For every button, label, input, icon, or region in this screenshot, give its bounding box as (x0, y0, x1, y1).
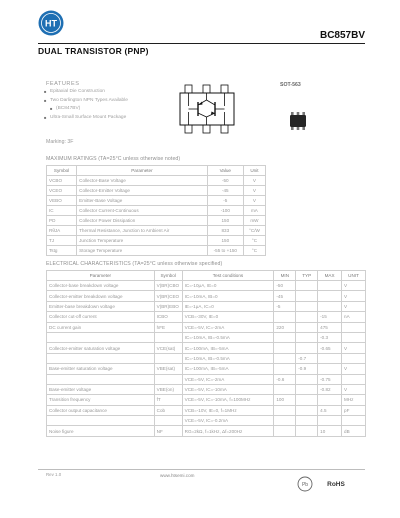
table-cell: mW (243, 216, 265, 226)
svg-text:Pb: Pb (301, 482, 309, 488)
table-cell (342, 416, 366, 426)
table-cell (274, 416, 296, 426)
header-rule (38, 43, 365, 44)
table-cell (296, 312, 318, 322)
table-cell (296, 343, 318, 353)
table-cell (296, 322, 318, 332)
electrical-title: ELECTRICAL CHARACTERISTICS (TA=25°C unless otherwise specified) (46, 261, 223, 267)
electrical-row (47, 364, 366, 374)
table-cell: 150 (207, 216, 243, 226)
table-cell: Collector cut-off current (47, 312, 155, 322)
table-cell (274, 405, 296, 415)
electrical-row (47, 281, 366, 291)
table-cell: 100 (274, 395, 296, 405)
table-cell (318, 364, 342, 374)
table-cell: Junction Temperature (77, 236, 208, 246)
column-header: Parameter (77, 166, 208, 176)
table-cell (342, 353, 366, 363)
table-cell: -0.65 (318, 343, 342, 353)
package-label: SOT-563 (280, 82, 301, 88)
table-cell: MHz (342, 395, 366, 405)
ratings-row (47, 186, 266, 196)
table-cell: Collector-Emitter Voltage (77, 186, 208, 196)
table-cell (274, 364, 296, 374)
column-header: UNIT (342, 271, 366, 281)
max-ratings-title: MAXIMUM RATINGS (TA=25°C unless otherwise noted) (46, 156, 181, 162)
table-cell: -15 (318, 312, 342, 322)
company-logo (38, 10, 64, 36)
table-cell: VCBO (47, 176, 77, 186)
table-cell (296, 405, 318, 415)
table-cell: mA (243, 206, 265, 216)
table-cell: -5 (207, 196, 243, 206)
table-cell: Collector output capacitance (47, 405, 155, 415)
table-cell (318, 395, 342, 405)
table-cell: Collector-Base Voltage (77, 176, 208, 186)
table-cell: -0.82 (318, 384, 342, 394)
table-cell (274, 426, 296, 436)
ratings-row (47, 196, 266, 206)
table-cell: Collector-base breakdown voltage (47, 281, 155, 291)
table-cell: Emitter-base breakdown voltage (47, 301, 155, 311)
electrical-row (47, 301, 366, 311)
table-cell: nA (342, 312, 366, 322)
table-cell: VBE(on) (154, 384, 182, 394)
logo-text: HT (45, 18, 57, 29)
table-cell (296, 395, 318, 405)
column-header: Unit (243, 166, 265, 176)
electrical-row (47, 343, 366, 353)
column-header: Symbol (154, 271, 182, 281)
table-cell (318, 281, 342, 291)
electrical-row (47, 416, 366, 426)
table-cell (318, 301, 342, 311)
table-cell: -55 to +150 (207, 246, 243, 256)
table-header-row (47, 166, 266, 176)
table-cell (154, 353, 182, 363)
table-cell: Thermal Resistance, Junction to Ambient Air (77, 226, 208, 236)
table-cell: -50 (207, 176, 243, 186)
table-cell: V(BR)EBO (154, 301, 182, 311)
feature-item: ■ Two Darlington NPN Types Available (50, 98, 128, 103)
ratings-row (47, 176, 266, 186)
table-cell: 4.5 (318, 405, 342, 415)
column-header: Symbol (47, 166, 77, 176)
feature-item: ■ Epitaxial Die Construction (50, 89, 105, 94)
table-cell (296, 384, 318, 394)
table-cell: V (342, 281, 366, 291)
column-header: TYP (296, 271, 318, 281)
feature-item: ■ Ultra-Small Surface Mount Package (50, 115, 126, 120)
table-cell: IC (47, 206, 77, 216)
table-cell (342, 374, 366, 384)
table-cell: V (342, 384, 366, 394)
package-image (288, 111, 308, 131)
ratings-row (47, 216, 266, 226)
ratings-row (47, 206, 266, 216)
table-cell: V (342, 301, 366, 311)
column-header: Test conditions (182, 271, 274, 281)
table-cell: VCE=-5V, IC=-2mA (182, 322, 274, 332)
footer-website[interactable]: www.htsemi.com (160, 473, 195, 478)
table-cell (342, 322, 366, 332)
table-cell: °C/W (243, 226, 265, 236)
table-cell: VCEO (47, 186, 77, 196)
ratings-row (47, 246, 266, 256)
table-cell (274, 343, 296, 353)
table-cell: Base-emitter saturation voltage (47, 364, 155, 374)
rohs-text: RoHS (327, 481, 345, 488)
ratings-row (47, 236, 266, 246)
electrical-row (47, 405, 366, 415)
table-header-row (47, 271, 366, 281)
column-header: Value (207, 166, 243, 176)
table-cell: TJ (47, 236, 77, 246)
table-cell: VBE(sat) (154, 364, 182, 374)
part-number: BC857BV (319, 30, 365, 41)
ratings-row (47, 226, 266, 236)
table-cell: -50 (274, 281, 296, 291)
table-cell: V(BR)CEO (154, 291, 182, 301)
table-cell: ICBO (154, 312, 182, 322)
electrical-row (47, 426, 366, 436)
table-cell: VCE(sat) (154, 343, 182, 353)
table-cell: VCE=-5V, IC=-2mA (182, 374, 274, 384)
table-cell (318, 291, 342, 301)
table-cell: V(BR)CBO (154, 281, 182, 291)
table-cell: V (243, 196, 265, 206)
table-cell: PD (47, 216, 77, 226)
table-cell: °C (243, 246, 265, 256)
electrical-row (47, 374, 366, 384)
column-header: MIN (274, 271, 296, 281)
table-cell: VEBO (47, 196, 77, 206)
table-cell: 10 (318, 426, 342, 436)
table-cell: RG=2kΩ, f=1kHz, Δf=200Hz (182, 426, 274, 436)
table-cell: dB (342, 426, 366, 436)
features-label: FEATURES (46, 81, 80, 87)
table-cell: Collector-emitter saturation voltage (47, 343, 155, 353)
table-cell: V (342, 343, 366, 353)
table-cell: IC=-10mA, IB=-0.5mA (182, 332, 274, 342)
table-cell: NF (154, 426, 182, 436)
table-cell: Collector Current-Continuous (77, 206, 208, 216)
electrical-row (47, 322, 366, 332)
table-cell: -5 (274, 301, 296, 311)
table-cell: V (243, 176, 265, 186)
table-cell: Noise figure (47, 426, 155, 436)
table-cell: Cob (154, 405, 182, 415)
marking-text: Marking: 3F (46, 139, 74, 145)
table-cell: -45 (207, 186, 243, 196)
table-cell (296, 281, 318, 291)
document-title: DUAL TRANSISTOR (PNP) (38, 46, 149, 56)
table-cell: VCE=-5V, IC=-10mA (182, 384, 274, 394)
table-cell (47, 374, 155, 384)
footer-rule (38, 469, 365, 470)
table-cell: Base-emitter voltage (47, 384, 155, 394)
table-cell (274, 332, 296, 342)
table-cell: V (342, 364, 366, 374)
table-cell: 150 (207, 236, 243, 246)
table-cell (47, 332, 155, 342)
electrical-row (47, 291, 366, 301)
table-cell: IE=-1μA, IC=0 (182, 301, 274, 311)
feature-item: ■ (BC847BV) (56, 106, 80, 111)
table-cell: -0.7 (296, 353, 318, 363)
table-cell: hFE (154, 322, 182, 332)
table-cell: °C (243, 236, 265, 246)
table-cell: -0.75 (318, 374, 342, 384)
table-cell (274, 353, 296, 363)
table-cell: -100 (207, 206, 243, 216)
table-cell: IC=-10mA, IB=0 (182, 291, 274, 301)
table-cell (154, 374, 182, 384)
table-cell (274, 312, 296, 322)
pinout-schematic (174, 84, 240, 134)
column-header: MAX (318, 271, 342, 281)
table-cell: 475 (318, 322, 342, 332)
electrical-row (47, 384, 366, 394)
table-cell: pF (342, 405, 366, 415)
table-cell: VCE=-5V, IC=-0.2mA (182, 416, 274, 426)
table-cell: Emitter-Base Voltage (77, 196, 208, 206)
table-cell: fT (154, 395, 182, 405)
table-cell: V (342, 291, 366, 301)
table-cell: IC=-100mA, IB=-5mA (182, 343, 274, 353)
table-cell (296, 301, 318, 311)
table-cell: DC current gain (47, 322, 155, 332)
table-cell: Collector-emitter breakdown voltage (47, 291, 155, 301)
rohs-badge (296, 473, 358, 495)
table-cell (296, 291, 318, 301)
table-cell: Tstg (47, 246, 77, 256)
table-cell (154, 332, 182, 342)
table-cell: -45 (274, 291, 296, 301)
table-cell (296, 416, 318, 426)
table-cell: IC=-10mA, IB=-0.5mA (182, 353, 274, 363)
electrical-row (47, 332, 366, 342)
table-cell: Transition frequency (47, 395, 155, 405)
table-cell (296, 374, 318, 384)
table-cell (296, 426, 318, 436)
table-cell: 833 (207, 226, 243, 236)
table-cell: IC=-100mA, IB=-5mA (182, 364, 274, 374)
table-cell: Storage Temperature (77, 246, 208, 256)
electrical-row (47, 312, 366, 322)
table-cell: Collector Power Dissipation (77, 216, 208, 226)
table-cell: 220 (274, 322, 296, 332)
table-cell: IC=-10μA, IE=0 (182, 281, 274, 291)
electrical-row (47, 353, 366, 363)
table-cell: VCB=-10V, IE=0, f=1MHz (182, 405, 274, 415)
table-cell (47, 416, 155, 426)
electrical-table (46, 270, 366, 437)
table-cell (47, 353, 155, 363)
table-cell: RθJA (47, 226, 77, 236)
table-cell (296, 332, 318, 342)
table-cell (318, 353, 342, 363)
table-cell: -0.3 (318, 332, 342, 342)
column-header: Parameter (47, 271, 155, 281)
max-ratings-table (46, 165, 266, 256)
table-cell: -0.9 (296, 364, 318, 374)
table-cell (274, 384, 296, 394)
electrical-row (47, 395, 366, 405)
table-cell: VCB=-30V, IE=0 (182, 312, 274, 322)
table-cell (342, 332, 366, 342)
table-cell: VCE=-5V, IC=-10mA, f=100MHz (182, 395, 274, 405)
table-cell: -0.6 (274, 374, 296, 384)
table-cell (154, 416, 182, 426)
table-cell: V (243, 186, 265, 196)
table-cell (318, 416, 342, 426)
footer-revision: Rev 1.0 (46, 472, 62, 477)
